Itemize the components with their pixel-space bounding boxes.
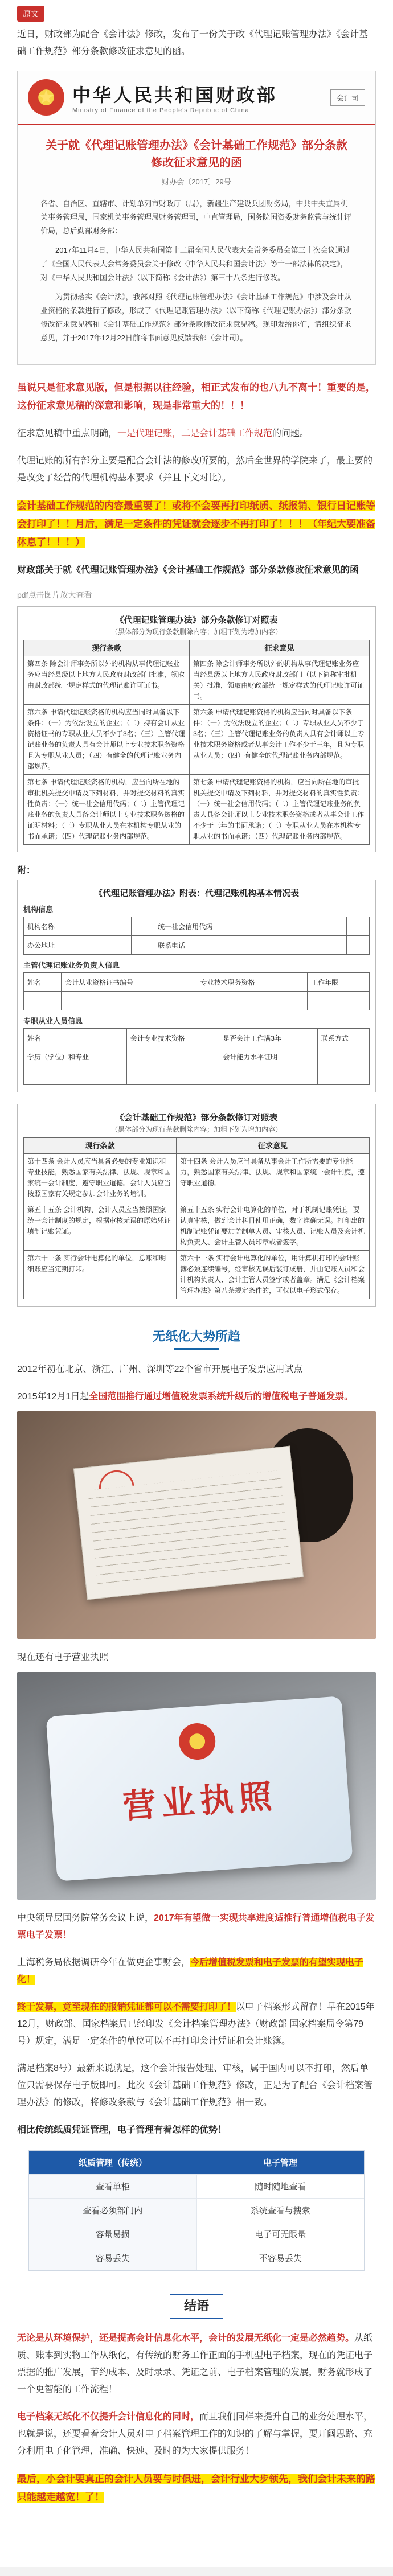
body-paragraph: 代理记账的所有部分主要是配合会计法的修改所要的，然后全世界的学院来了，最主要的是改变了经营的代理机构基本要求（并且下文对比）。	[17, 456, 373, 483]
table-row	[24, 1066, 370, 1085]
form-section-title: 主管代理记账业务负责人信息	[23, 961, 120, 969]
table-row	[29, 2222, 364, 2246]
table-row	[24, 775, 370, 845]
cell	[346, 917, 369, 936]
cell: 姓名	[24, 973, 62, 992]
text-fragment: 征求意见稿中重点明确，	[17, 429, 118, 438]
body-paragraph	[17, 425, 376, 442]
document-header	[18, 71, 375, 125]
cell	[346, 936, 369, 955]
body-paragraph: 2012年初在北京、浙江、广州、深圳等22个省市开展电子发票应用试点	[17, 1365, 303, 1374]
table-row	[29, 2199, 364, 2222]
table-row	[24, 992, 370, 1010]
invoice-paper	[73, 1446, 304, 1600]
form-section-title: 机构信息	[23, 905, 54, 914]
cell: 专业技术职务资格	[197, 973, 308, 992]
col-header: 现行条款	[24, 640, 190, 656]
cell: 查看必须部门内	[29, 2199, 197, 2222]
table-subtitle: （黑体部分为现行条款删除内容；加粗下划为增加内容）	[110, 628, 282, 636]
cell: 第四条 除会计师事务所以外的机构从事代理记账业务应当经县级以上地方人民政府财政部门（以下简称审批机关）批准，领取由财政部统一规定样式的代理记账许可证书。	[190, 656, 370, 705]
cell: 第六十一条 实行会计电算化的单位，总账和明细账应当定期打印。	[24, 1251, 177, 1299]
text-fragment: 2015年12月1日起	[17, 1392, 89, 1402]
table-row	[29, 2246, 364, 2270]
form-caption: 附：	[17, 866, 36, 876]
cell: 统一社会信用代码	[154, 917, 347, 936]
advantages-table	[28, 2150, 365, 2271]
footer-bar	[0, 2567, 393, 2576]
text-fragment: 的问题。	[272, 429, 309, 438]
document-body	[18, 125, 375, 364]
section-heading: 无纸化大势所趋	[152, 1329, 240, 1344]
emphasis-text: 电子档案无纸化不仅提升会计信息化的同时，	[17, 2412, 200, 2422]
table-row	[24, 1154, 370, 1202]
body-paragraph	[17, 2330, 376, 2398]
cell	[126, 1047, 219, 1066]
photo-caption: 现在还有电子营业执照	[17, 1653, 109, 1662]
cell	[131, 936, 154, 955]
text-fragment: 上海税务局依据调研今年在做更企事财会，	[17, 1958, 191, 1967]
department-chip: 会计司	[330, 89, 365, 106]
body-paragraph	[17, 1954, 376, 1989]
document-paragraph: 各省、自治区、直辖市、计划单列市财政厅（局），新疆生产建设兵团财务局，中共中央直属机关事务管理局，国家机关事务管理局财务管理司，中直管理局，国务院国资委财务监管与统计评价局，总后勤部财务部：	[40, 199, 352, 235]
cell: 不容易丢失	[197, 2246, 365, 2270]
e-invoice-photo	[17, 1411, 376, 1639]
form-table	[23, 917, 370, 955]
table-row	[24, 1029, 370, 1047]
cell: 第五十五条 实行会计电算化的单位，对于机制记账凭证，要认真审核，做到会计科目使用正确，数字准确无误。打印出的机制记账凭证要加盖制单人员、审核人员、记账人员及会计机构负责人、会计主管人员印章或者签字。	[177, 1202, 370, 1251]
emphasis-text: 无论是从环境保护，还是提高会计信息化水平，会计的发展无纸化一定是必然趋势。	[17, 2333, 355, 2343]
highlight-paragraph: 虽说只是征求意见版，但是根据以往经验，相正式发布的也八九不离十！重要的是，这份征求意见稿的深意和影响，现是非常重大的！！！	[17, 382, 375, 411]
cell: 联系方式	[317, 1029, 369, 1047]
table	[23, 1137, 370, 1299]
cell: 第六条 申请代理记账资格的机构应当同时具备以下条件：（一）为依法设立的企业；（二）专职从业人员不少于3名；（三）主管代理记账业务的负责人具有会计师以上专业技术职务资格或者从事会计工作不少于三年，且为专职从业人员；（四）有健全的代理记账业务内部规范。	[190, 705, 370, 775]
cell	[131, 917, 154, 936]
conclusion-heading	[0, 2294, 393, 2319]
form-title: 《代理记账管理办法》附表：代理记账机构基本情况表	[93, 889, 299, 898]
table-row	[24, 936, 370, 955]
col-header: 纸质管理（传统）	[29, 2151, 197, 2175]
invoice-lines	[88, 1470, 290, 1587]
cell: 第十四条 会计人员应当具备必要的专业知识和专业技能，熟悉国家有关法律、法规、规章和国家统一会计制度，遵守职业道德。会计人员应当按照国家有关规定参加会计业务的培训。	[24, 1154, 177, 1202]
cell: 第七条 申请代理记账资格的机构，应当向所在地的审批机关提交申请及下列材料，并对提交材料的真实性负责：（一）统一社会信用代码；（二）主管代理记账业务的负责人具备会计师以上专业技术职务资格或者从事会计工作不少于三年的书面承诺；（三）专职从业人员在本机构专职从业的书面承诺；（四）代理记账业务内部规范。	[190, 775, 370, 845]
body-paragraph: 满足档案8号）最新来说就是，这个会计报告处理、审核，属于国内可以不打印，然后单位只需要保存电子版即可。此次《会计基础工作规范》修改，正是为了配合《会计档案管理办法》的修改，将修改条款与《会计基础工作规范》相一致。	[17, 2064, 373, 2107]
conclusion-title: 结语	[170, 2294, 223, 2319]
table-row	[24, 1047, 370, 1066]
heading-underline	[174, 1348, 219, 1350]
cell: 容量易损	[29, 2222, 197, 2246]
body-paragraph	[17, 1910, 376, 1944]
agency-info-form[interactable]	[17, 880, 376, 1092]
text-fragment: 以电子档案形式留存！早在2015年12月，财政部、国家档案局已经印发《会计档案管理办法》（财政部 国家档案局令第79号）规定，满足一定条件的单位可以不再打印会计凭证和会计账簿。	[17, 2002, 375, 2046]
highlighted-paragraph	[17, 2470, 376, 2507]
document-paragraph: 2017年11月4日，中华人民共和国第十二届全国人民代表大会常务委员会第三十次会议通过了《全国人民代表大会常务委员会关于修改〈中华人民共和国会计法〉等十一部法律的决定》，对《中华人民共和国会计法》（以下简称《会计法》）第三十八条进行修改。	[40, 246, 350, 282]
table-title: 《会计基础工作规范》部分条款修订对照表	[115, 1113, 278, 1123]
ministry-name-cn: 中华人民共和国财政部	[72, 84, 278, 106]
ministry-name-en: Ministry of Finance of the People's Republic of China	[72, 107, 249, 114]
cell: 第六十一条 实行会计电算化的单位，用计算机打印的会计账簿必须连续编号，经审核无误后装订成册，并由记账人员和会计机构负责人、会计主管人员签字或者盖章。满足《会计档案管理办法》第八条规定条件的，可仅以电子形式保存。	[177, 1251, 370, 1299]
cell: 姓名	[24, 1029, 127, 1047]
bold-heading: 财政部关于就《代理记账管理办法》《会计基础工作规范》部分条款修改征求意见的函	[17, 565, 359, 575]
form-table	[23, 972, 370, 1010]
col-header: 征求意见	[190, 640, 370, 656]
col-header: 现行条款	[24, 1138, 177, 1154]
comparison-table-1[interactable]	[17, 606, 376, 852]
cell: 系统查看与搜索	[197, 2199, 365, 2222]
comparison-table-2[interactable]	[17, 1104, 376, 1307]
intro-paragraph: 近日，财政部为配合《会计法》修改，发布了一份关于改《代理记账管理办法》《会计基础工作规范》部分条款修改征求意见的函。	[17, 30, 369, 56]
table-header-row	[29, 2151, 364, 2175]
table-row	[24, 1202, 370, 1251]
body-paragraph	[17, 2409, 376, 2460]
cell	[317, 1047, 369, 1066]
table-row	[24, 973, 370, 992]
cell: 电子可无限量	[197, 2222, 365, 2246]
cell: 第十四条 会计人员应当具备从事会计工作所需要的专业能力，熟悉国家有关法律、法规、规章和国家统一会计制度，遵守职业道德。	[177, 1154, 370, 1202]
cell: 随时随地查看	[197, 2175, 365, 2199]
cell: 学历（学位）和专业	[24, 1047, 127, 1066]
highlight-text: 今后增值税发票和电子发票的有望实现电子化！	[17, 1958, 364, 1985]
table-row	[24, 1251, 370, 1299]
form-section-title: 专职从业人员信息	[23, 1017, 83, 1025]
emphasis-text: 全国范围推行通过增值税发票系统升级后的增值税电子普通发票。	[89, 1392, 354, 1402]
national-emblem-icon: ★	[28, 79, 64, 116]
table-row	[29, 2175, 364, 2199]
cell: 工作年限	[308, 973, 370, 992]
text-fragment: 中央领导层国务院常务会议上说，	[17, 1913, 154, 1923]
official-document-image	[17, 71, 376, 365]
col-header: 征求意见	[177, 1138, 370, 1154]
advantages-heading: 相比传统纸质凭证管理，电子管理有着怎样的优势！	[17, 2125, 227, 2135]
cell: 查看单柜	[29, 2175, 197, 2199]
highlight-text: 会计基础工作规范的内容最重要了！或将不会要再打印纸质、纸报销、银行日记账等会打印了！！月后，满足一定条件的凭证就会逐步不再打印了！！！（年纪大要准备休息了！！！）	[17, 500, 375, 548]
cell: 机构名称	[24, 917, 132, 936]
emphasis-link[interactable]: 一是代理记账，二是会计基础工作规范	[117, 429, 273, 438]
cell: 第七条 申请代理记账资格的机构，应当向所在地的审批机关提交申请及下列材料，并对提交材料的真实性负责：（一）统一社会信用代码；（二）主管代理记账业务的负责人具备会计师以上专业技术职务资格的证明材料；（三）专职从业人员在本机构专职从业的书面承诺；（四）代理记账业务内部规范。	[24, 775, 190, 845]
document-title: 关于就《代理记账管理办法》《会计基础工作规范》部分条款修改征求意见的函	[46, 138, 347, 169]
col-header: 电子管理	[197, 2151, 364, 2175]
cell: 第六条 申请代理记账资格的机构应当同时具备以下条件：（一）为依法设立的企业；（二）持有会计从业资格证书的专职从业人员不少于3名；（三）主管代理记账业务的负责人具有会计师以上专业技术职务资格且为专职从业人员；（四）有健全的代理记账业务内部规范。	[24, 705, 190, 775]
table-row	[24, 917, 370, 936]
table	[23, 640, 370, 845]
cell: 联系电话	[154, 936, 347, 955]
cell: 第五十五条 会计机构、会计人员应当按照国家统一会计制度的规定，根据审核无误的原始凭证填制记账凭证。	[24, 1202, 177, 1251]
document-paragraph: 为贯彻落实《会计法》，我部对照《代理记账管理办法》《会计基础工作规范》中涉及会计从业资格的条款进行了修改，形成了《代理记账管理办法》（以下简称《代理记账办法》）部分条款修改征求意见稿和《会计基础工作规范》部分条款修改征求意见稿。现印发给你们，请组织征求意见，并于2017年12月22日前将书面意见反馈我部（会计司）。	[40, 293, 352, 342]
highlight-text: 最后，小会计要真正的会计人员要与时俱进，会计行业大步领先，我们会计未来的路只能越走越宽！了！	[17, 2474, 375, 2503]
table-row	[24, 656, 370, 705]
body-paragraph	[17, 1388, 376, 1406]
highlight-text: 终于发票，竟至现在的报销凭证都可以不需要打印了！	[17, 2002, 236, 2012]
ministry-name-block	[72, 81, 277, 114]
body-paragraph	[17, 1999, 376, 2050]
license-card	[46, 1696, 353, 1881]
table-subtitle: （黑体部分为现行条款删除内容；加粗下划为增加内容）	[110, 1125, 282, 1133]
pdf-caption: pdf点击图片放大查看	[17, 590, 92, 599]
text-fragment: 从纸质、账本到实物工作从纸化，有传统的财务工作正面的手机型电子档案，现在的凭证电子票据的推广发展，节约成本、及时录录、凭证之前、电子档案管理的发展，财务就形成了一个更智能的工作流程！	[17, 2333, 373, 2394]
cell: 会计从业资格证书编号	[62, 973, 197, 992]
national-emblem-icon	[178, 1722, 216, 1761]
cell: 是否会计工作满3年	[219, 1029, 318, 1047]
form-table	[23, 1028, 370, 1085]
highlighted-paragraph	[17, 497, 376, 552]
cell: 会计能力水平证明	[219, 1047, 318, 1066]
e-business-license-photo	[17, 1672, 376, 1900]
table-row	[24, 705, 370, 775]
cell: 会计专业技术资格	[126, 1029, 219, 1047]
document-number: 财办会〔2017〕29号	[162, 178, 231, 186]
emphasis-text: 2017年有望做一实现共享进度适推行普通增值税电子发票电子发票！	[17, 1913, 375, 1940]
table-title: 《代理记账管理办法》部分条款修订对照表	[115, 615, 278, 625]
cell: 办公地址	[24, 936, 132, 955]
cell: 容易丢失	[29, 2246, 197, 2270]
section-tag: 原文	[17, 6, 44, 22]
license-card-title: 营业执照	[121, 1776, 279, 1826]
text-fragment: 而且我们同样来提升自己的业务处理水平，也就是说，还要看着会计人员对电子档案管理工作的知识的了解与掌握，要开阔思路、充分利用电子化管理，准确、快速、及时的为大家提供服务！	[17, 2412, 373, 2456]
cell: 第四条 除会计师事务所以外的机构从事代理记账业务应当经县级以上地方人民政府财政部门批准，领取由财政部统一规定样式的代理记账许可证书。	[24, 656, 190, 705]
